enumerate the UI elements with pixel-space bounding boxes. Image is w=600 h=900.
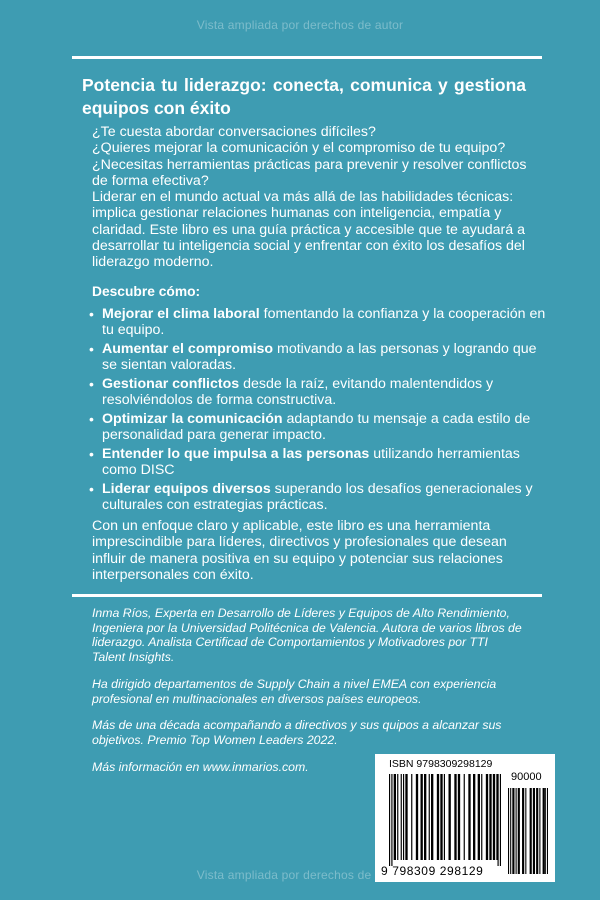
isbn-label: ISBN 9798309298129	[389, 758, 493, 770]
list-item-bold: Aumentar el compromiso	[102, 340, 274, 357]
barcode-bar	[510, 788, 511, 874]
author-bio-1: Inma Ríos, Experta en Desarrollo de Líderes y Equipos de Alto Rendimiento, Ingeniera por la Universidad Politécnica de Valencia. Autora de varios libros de liderazgo. Analista Certificad de Comportamientos y Motivadores por TTI Talent Insights.	[92, 606, 522, 665]
barcode-bar	[468, 774, 470, 860]
barcode-box	[375, 754, 555, 882]
watermark-bottom: Vista ampliada por derechos de autor	[196, 868, 404, 882]
barcode-bar	[464, 774, 465, 860]
book-title: Potencia tu liderazgo: conecta, comunica y gestiona equipos con éxito	[82, 75, 526, 118]
middle-divider	[72, 594, 542, 597]
barcode-bar	[437, 774, 439, 860]
barcode-bar	[539, 788, 540, 874]
barcode-bar	[536, 788, 538, 874]
barcode-bar	[421, 774, 423, 860]
barcode-bar	[403, 774, 404, 860]
intro-question-3: ¿Necesitas herramientas prácticas para prevenir y resolver conflictos de forma efectiva?	[92, 156, 527, 189]
barcode-bar	[512, 788, 514, 874]
list-item	[102, 446, 547, 479]
barcode-bar	[429, 774, 430, 860]
list-item	[102, 411, 547, 444]
benefits-list	[88, 306, 547, 516]
barcode-bar	[481, 774, 482, 860]
barcode-bar	[473, 774, 475, 860]
list-item-text: utilizando herramientas como DISC	[102, 445, 520, 479]
barcode-bar	[444, 774, 445, 860]
list-item-text: adaptando tu mensaje a cada estilo de personalidad para generar impacto.	[102, 410, 531, 444]
barcode-bar	[489, 774, 491, 860]
list-item-text: motivando a las personas y logrando que se sientan valoradas.	[102, 340, 537, 374]
barcode-bar	[508, 788, 509, 874]
barcode-addon	[508, 788, 548, 874]
author-bio-2: Ha dirigido departamentos de Supply Chain a nivel EMEA con experiencia profesional en multinacionales en diversos países europeos.	[92, 677, 497, 706]
price-code: 90000	[511, 771, 542, 783]
list-item-bold: Optimizar la comunicación	[102, 410, 283, 427]
barcode-bar	[405, 774, 407, 860]
barcode-bar	[411, 774, 412, 860]
barcode-bar	[500, 774, 501, 866]
list-item	[102, 306, 547, 339]
list-item	[102, 341, 547, 374]
barcode-bar	[454, 774, 456, 860]
barcode-bar	[522, 788, 524, 874]
list-item-bold: Entender lo que impulsa a las personas	[102, 445, 370, 462]
barcode-bar	[391, 774, 392, 866]
list-item-bold: Liderar equipos diversos	[102, 480, 271, 497]
barcode-main	[389, 774, 501, 866]
barcode-bar	[530, 788, 532, 874]
author-bio-3: Más de una década acompañando a directivos y sus quipos a alcanzar sus objetivos. Premio Top Women Leaders 2022.	[92, 718, 502, 747]
barcode-bar	[394, 774, 396, 860]
intro-question-2: ¿Quieres mejorar la comunicación y el compromiso de tu equipo?	[92, 140, 506, 157]
barcode-bar	[518, 788, 520, 874]
top-divider	[72, 56, 542, 59]
barcode-bar	[449, 774, 451, 860]
barcode-bar	[401, 774, 402, 860]
barcode-bar	[493, 774, 495, 860]
list-item-bold: Gestionar conflictos	[102, 375, 240, 392]
conclusion-paragraph: Con un enfoque claro y aplicable, este libro es una herramienta imprescindible para líderes, directivos y profesionales que desean influir de manera positiva en su equipo y potenciar sus relaciones interpersonales con éxito.	[92, 518, 507, 583]
barcode-bar	[516, 788, 517, 874]
list-item-bold: Mejorar el clima laboral	[102, 306, 260, 322]
list-item-text: desde la raíz, evitando malentendidos y resolviéndolos de forma constructiva.	[102, 375, 494, 409]
barcode-bar	[478, 774, 480, 860]
intro-block	[92, 124, 538, 271]
barcode-digits: 9 798309 298129	[381, 864, 484, 878]
intro-question-1: ¿Te cuesta abordar conversaciones difíciles?	[92, 124, 376, 140]
barcode-bar	[486, 774, 488, 860]
barcode-bar	[389, 774, 390, 866]
barcode-bar	[547, 788, 548, 874]
author-website: Más información en www.inmarios.com.	[92, 760, 309, 774]
barcode-bar	[416, 774, 418, 860]
list-item-text: fomentando la confianza y la cooperación en tu equipo.	[102, 306, 546, 339]
barcode-bar	[431, 774, 433, 860]
intro-paragraph: Liderar en el mundo actual va más allá de las habilidades técnicas: implica gestionar relaciones humanas con inteligencia, empatía y claridad. Este libro es una guía práctica y accesible que te ayudará a desarrollar tu inteligencia social y enfrentar con éxito los desafíos del liderazgo moderno.	[92, 189, 525, 271]
barcode-bar	[545, 788, 546, 874]
discover-heading: Descubre cómo:	[92, 284, 201, 299]
barcode-bar	[498, 774, 499, 866]
list-item	[102, 376, 547, 409]
barcode-bar	[458, 774, 460, 860]
barcode-bar	[533, 788, 535, 874]
list-item	[102, 481, 547, 514]
barcode-bar	[496, 774, 497, 860]
list-item-text: superando los desafíos generacionales y culturales con estrategias prácticas.	[102, 480, 533, 514]
barcode-bar	[525, 788, 526, 874]
barcode-bar	[543, 788, 545, 874]
barcode-bar	[424, 774, 426, 860]
watermark-top: Vista ampliada por derechos de autor	[196, 18, 404, 32]
barcode-bar	[440, 774, 442, 860]
barcode-bar	[397, 774, 398, 860]
